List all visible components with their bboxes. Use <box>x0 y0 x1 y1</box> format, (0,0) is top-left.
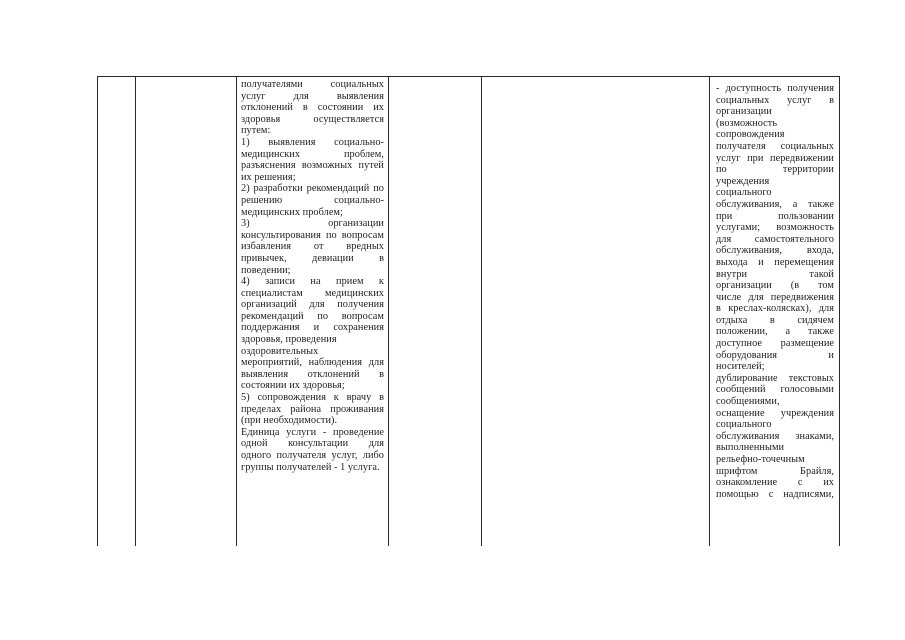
text-line: - доступность получения <box>716 83 834 94</box>
text-line: организации (в том <box>716 280 834 292</box>
text-line: выхода и перемещения <box>716 256 834 268</box>
text-line: обслуживания знаками, <box>716 430 834 442</box>
text-line: состоянии их здоровья; <box>241 380 345 392</box>
text-line: 1) выявления социально- <box>241 136 384 148</box>
text-line: оздоровительных <box>241 345 319 357</box>
text-line: по территории <box>716 164 834 176</box>
text-line: доступное размещение <box>716 338 834 350</box>
text-line: услугами; возможность <box>716 222 834 234</box>
text-line: поведении; <box>241 264 291 276</box>
text-line: организации <box>716 106 772 118</box>
text-line: социальных услуг в <box>716 94 834 106</box>
text-line: медицинских проблем; <box>241 206 343 218</box>
text-line: услуг для выявления <box>241 90 384 102</box>
service-description-cell <box>241 79 384 473</box>
text-line: социального <box>716 187 772 199</box>
text-line: помощью с надписями, <box>716 488 834 500</box>
text-line: услуг при передвижении <box>716 152 834 164</box>
column-divider-7 <box>839 76 840 546</box>
text-line: (возможность <box>716 117 778 129</box>
text-line: социального <box>716 419 772 431</box>
text-line: внутри такой <box>716 268 834 280</box>
text-line: сообщениями, <box>716 396 780 408</box>
text-line: медицинских проблем, <box>241 148 384 160</box>
text-line: выявления отклонений в <box>241 368 384 380</box>
text-line: учреждения <box>716 175 770 187</box>
text-line: здоровья осуществляется <box>241 113 384 125</box>
text-line: получателями социальных <box>241 79 384 90</box>
text-line: привычек, девиации в <box>241 252 384 264</box>
column-divider-6 <box>709 76 710 546</box>
text-line: 2) разработки рекомендаций по <box>241 183 384 195</box>
text-line: разъяснения возможных путей <box>241 160 384 172</box>
text-line: специалистам медицинских <box>241 287 384 299</box>
text-line: избавления от вредных <box>241 241 384 253</box>
accessibility-conditions-cell <box>716 83 834 500</box>
text-line: обслуживания, а также <box>716 198 834 210</box>
text-line: оборудования и <box>716 349 834 361</box>
text-line: отклонений в состоянии их <box>241 102 384 114</box>
text-line: их решения; <box>241 171 296 183</box>
text-line: (при необходимости). <box>241 415 338 427</box>
column-divider-2 <box>135 76 136 546</box>
text-line: путем: <box>241 125 271 137</box>
text-line: организаций для получения <box>241 299 384 311</box>
text-line: сообщений голосовыми <box>716 384 834 396</box>
text-line: для самостоятельного <box>716 233 834 245</box>
text-line: консультирования по вопросам <box>241 229 384 241</box>
column-divider-4 <box>388 76 389 546</box>
text-line: выполненными <box>716 442 785 454</box>
text-line: мероприятий, наблюдения для <box>241 357 384 369</box>
text-line: дублирование текстовых <box>716 372 834 384</box>
text-line: шрифтом Брайля, <box>716 465 834 477</box>
text-line: группы получателей - 1 услуга. <box>241 461 380 473</box>
text-line: получателя социальных <box>716 140 834 152</box>
text-line: одной консультации для <box>241 438 384 450</box>
text-line: пределах района проживания <box>241 403 384 415</box>
text-line: носителей; <box>716 361 765 373</box>
column-divider-3 <box>236 76 237 546</box>
text-line: сопровождения <box>716 129 785 141</box>
text-line: обслуживания, входа, <box>716 245 834 257</box>
text-line: оснащение учреждения <box>716 407 834 419</box>
column-divider-5 <box>481 76 482 546</box>
table-top-border <box>97 76 840 77</box>
text-line: решению социально- <box>241 194 384 206</box>
text-line: числе для передвижения <box>716 291 834 303</box>
text-line: одного получателя услуг, либо <box>241 450 384 461</box>
text-line: отдыха в сидячем <box>716 314 834 326</box>
text-line: 3) организации <box>241 218 384 230</box>
text-line: поддержания и сохранения <box>241 322 384 334</box>
text-line: рекомендаций по вопросам <box>241 310 384 322</box>
text-line: в креслах-колясках), для <box>716 303 834 315</box>
text-line: здоровья, проведения <box>241 334 337 346</box>
text-line: ознакомление с их <box>716 477 834 489</box>
text-line: положении, а также <box>716 326 834 338</box>
text-line: при пользовании <box>716 210 834 222</box>
text-line: рельефно-точечным <box>716 454 805 465</box>
column-divider-1 <box>97 76 98 546</box>
text-line: Единица услуги - проведение <box>241 426 384 438</box>
text-line: 5) сопровождения к врачу в <box>241 392 384 404</box>
text-line: 4) записи на прием к <box>241 276 384 288</box>
